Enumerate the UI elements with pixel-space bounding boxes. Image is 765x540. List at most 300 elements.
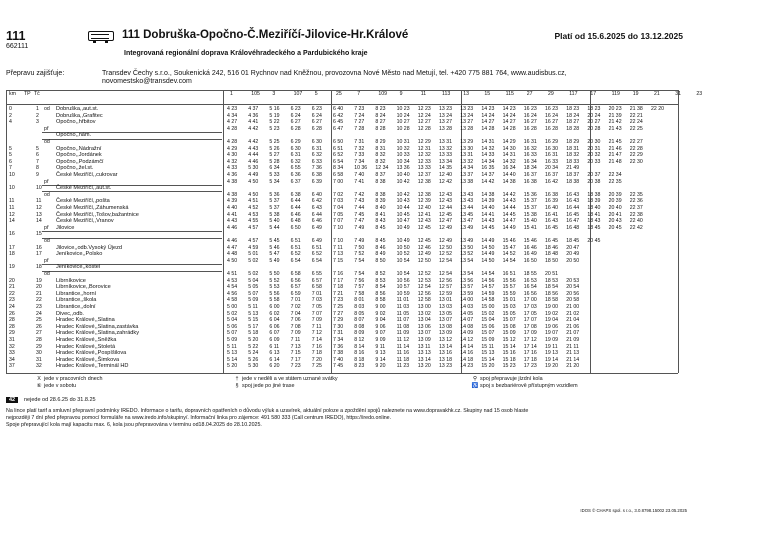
departure-time: 7 07: [311, 310, 322, 317]
departure-time: 7 56: [354, 277, 365, 284]
departure-time: 4 36: [248, 112, 259, 119]
departure-time: 13 32: [439, 145, 452, 152]
departure-time: 12 39: [417, 198, 431, 205]
departure-time: 6 24: [290, 112, 301, 119]
departure-time: 4 32: [227, 158, 238, 165]
departure-time: 15 01: [502, 297, 516, 304]
stop-km: 4: [9, 119, 12, 126]
departure-time: 6 11: [269, 343, 280, 350]
departure-time: 14 27: [502, 119, 516, 126]
departure-mark: od: [44, 191, 50, 198]
departure-time: 16 27: [545, 119, 558, 126]
stop-index: 31: [36, 356, 42, 363]
departure-time: 5 04: [248, 277, 259, 284]
departure-time: 9 13: [375, 350, 386, 357]
departure-time: 18 43: [587, 218, 601, 225]
departure-time: 13 18: [439, 356, 452, 363]
departure-time: 12 52: [417, 271, 431, 277]
departure-time: 4 50: [248, 178, 259, 185]
trip-number: 9: [399, 91, 403, 97]
legend-workdays: X jede v pracovních dnech: [34, 376, 102, 382]
departure-time: 12 57: [439, 284, 452, 291]
departure-time: 21 47: [608, 152, 622, 159]
departure-time: 21 07: [566, 330, 580, 337]
departure-time: 8 54: [375, 284, 386, 291]
departure-time: 8 39: [375, 198, 386, 205]
departure-time: 22 29: [629, 152, 643, 159]
bus-icon: [88, 31, 114, 41]
departure-time: 20 23: [608, 106, 622, 112]
departure-time: 6 28: [290, 125, 301, 132]
departure-time: 9 11: [375, 343, 386, 350]
departure-time: 15 37: [523, 205, 537, 211]
departure-time: 12 42: [439, 178, 452, 185]
departure-time: 6 31: [290, 152, 301, 159]
departure-time: 16 41: [545, 211, 558, 218]
departure-time: 17 05: [523, 310, 537, 317]
departure-time: 4 38: [227, 178, 238, 185]
departure-time: 12 27: [417, 119, 431, 126]
departure-time: 8 50: [375, 257, 386, 264]
departure-time: 16 43: [545, 218, 558, 225]
departure-time: 14 34: [481, 158, 495, 165]
stop-name: Librantice,,horní: [56, 290, 97, 297]
arrival-mark: př: [44, 257, 49, 264]
departure-time: 7 12: [311, 330, 322, 337]
stop-index: 2: [36, 112, 39, 119]
departure-time: 13 28: [439, 125, 452, 132]
stop-km: 18: [9, 251, 15, 258]
departure-time: 22 36: [629, 198, 643, 205]
departure-time: 5 53: [269, 284, 280, 291]
departure-time: 14 31: [481, 139, 495, 145]
departure-time: 12 29: [417, 139, 431, 145]
departure-time: 13 24: [460, 112, 474, 119]
departure-time: 14 56: [481, 277, 495, 284]
departure-time: 7 11: [333, 244, 343, 251]
departure-time: 7 42: [354, 191, 365, 198]
departure-time: 5 24: [248, 350, 259, 357]
departure-time: 7 04: [290, 310, 301, 317]
departure-time: 15 47: [502, 244, 516, 251]
departure-time: 7 38: [333, 350, 344, 357]
departure-time: 16 49: [523, 251, 537, 258]
departure-time: 4 43: [227, 218, 238, 225]
departure-time: 6 45: [333, 119, 344, 126]
departure-time: 20 31: [587, 145, 601, 152]
departure-time: 15 18: [502, 356, 516, 363]
departure-time: 6 09: [269, 337, 280, 343]
departure-time: 14 23: [481, 106, 495, 112]
stop-name: Dobruška,,aut.st.: [56, 106, 99, 112]
departure-time: 6 13: [269, 350, 280, 357]
legend-saturday: ⑥ jede v sobotu: [34, 383, 76, 389]
stop-index: 12: [36, 205, 42, 211]
departure-time: 8 23: [375, 106, 386, 112]
departure-time: 18 27: [566, 119, 580, 126]
footer-line1: Na lince platí tarif a smluvní přepravní podmínky IREDO. Informace o tarifu, dopravních opatřeních o důvodu výluk a uzavírek, aktuální poloze a zpoždění spojů naleznete na www.dopravakhk.cz. Skupiny nad 15 osob hlaste: [6, 408, 529, 414]
table-rule: [42, 271, 222, 272]
stop-index: 25: [36, 317, 42, 324]
departure-time: 5 19: [269, 112, 280, 119]
departure-time: 4 58: [227, 297, 238, 304]
departure-time: 18 56: [545, 290, 558, 297]
departure-time: 14 32: [481, 145, 495, 152]
departure-time: 10 49: [396, 238, 410, 244]
departure-time: 12 49: [417, 251, 431, 258]
table-column-rule: [6, 90, 7, 373]
departure-time: 22 20: [651, 106, 664, 112]
stop-index: 1: [36, 106, 39, 112]
stop-name: Librantice,,škola: [56, 297, 97, 304]
departure-time: 16 29: [545, 139, 558, 145]
departure-time: 20 41: [608, 211, 622, 218]
departure-time: 7 45: [354, 211, 365, 218]
departure-time: 18 28: [566, 125, 580, 132]
stop-index: 30: [36, 350, 42, 357]
departure-time: 12 52: [439, 251, 452, 258]
departure-time: 13 14: [417, 356, 431, 363]
departure-time: 13 23: [439, 106, 452, 112]
stop-name: Hradec Králové,,Šimkova: [56, 356, 120, 363]
departure-time: 21 46: [608, 145, 622, 152]
stop-km: 19: [9, 264, 15, 271]
departure-time: 14 40: [481, 205, 495, 211]
stop-index: 7: [36, 158, 39, 165]
departure-time: 16 24: [545, 112, 558, 119]
departure-time: 14 14: [460, 343, 474, 350]
departure-time: 5 02: [248, 257, 259, 264]
departure-time: 14 42: [502, 191, 516, 198]
departure-time: 13 29: [460, 139, 474, 145]
departure-time: 15 56: [502, 277, 516, 284]
departure-time: 4 59: [248, 244, 259, 251]
departure-time: 8 07: [354, 317, 365, 324]
carrier: [6, 70, 567, 77]
stop-name: Opočno,,hřbitov: [56, 119, 96, 126]
departure-time: 13 31: [439, 139, 452, 145]
departure-time: 14 09: [460, 330, 474, 337]
departure-time: 5 58: [269, 297, 280, 304]
departure-time: 12 50: [439, 244, 452, 251]
departure-time: 4 36: [227, 172, 238, 178]
departure-time: 13 52: [460, 251, 474, 258]
departure-time: 14 41: [481, 211, 495, 218]
stop-km: 33: [9, 350, 15, 357]
stop-km: 10: [9, 172, 15, 178]
stop-index: 19: [36, 277, 42, 284]
departure-time: 16 37: [545, 172, 558, 178]
stop-name: Opočno,,Jordánek: [56, 152, 102, 159]
departure-time: 15 13: [481, 350, 495, 357]
stop-name: Librantice,,dolní: [56, 304, 96, 310]
departure-time: 4 48: [227, 251, 238, 258]
departure-time: 6 59: [290, 290, 301, 297]
stop-km: 31: [9, 337, 15, 343]
departure-time: 12 31: [417, 145, 431, 152]
departure-time: 10 43: [396, 198, 410, 205]
departure-time: 6 07: [269, 330, 280, 337]
departure-time: 7 02: [290, 304, 301, 310]
trip-number: 117: [569, 91, 578, 97]
departure-time: 4 52: [248, 205, 259, 211]
departure-time: 13 49: [460, 238, 474, 244]
departure-time: 22 40: [629, 218, 643, 225]
departure-time: 14 31: [502, 152, 516, 159]
departure-time: 5 38: [269, 211, 280, 218]
departure-time: 12 56: [417, 290, 431, 297]
stop-km: 2: [9, 112, 12, 119]
departure-time: 6 52: [333, 152, 344, 159]
departure-time: 7 17: [290, 356, 301, 363]
departure-time: 16 40: [545, 205, 558, 211]
departure-time: 14 49: [481, 238, 495, 244]
departure-time: 8 18: [354, 356, 365, 363]
route-title: 111 Dobruška-Opočno-Č.Meziříčí-Jilovice-Hr.Králové: [122, 29, 409, 41]
departure-time: 13 44: [460, 205, 474, 211]
departure-time: 6 28: [311, 125, 322, 132]
departure-time: 7 08: [290, 323, 301, 330]
departure-time: 17 07: [523, 317, 537, 324]
departure-time: 5 22: [248, 343, 259, 350]
departure-time: 14 32: [502, 158, 516, 165]
departure-time: 6 51: [290, 244, 301, 251]
departure-time: 12 33: [417, 158, 431, 165]
departure-time: 6 34: [269, 165, 280, 172]
wheelchair-icon: ♿: [471, 383, 479, 389]
departure-time: 6 44: [290, 205, 301, 211]
trip-number: 109: [378, 91, 388, 97]
departure-mark: od: [44, 139, 50, 145]
departure-time: 14 49: [502, 224, 516, 231]
departure-time: 12 56: [439, 277, 452, 284]
departure-time: 15 38: [523, 211, 537, 218]
departure-time: 7 04: [333, 205, 344, 211]
departure-time: 21 14: [566, 356, 580, 363]
departure-time: 14 24: [481, 112, 495, 119]
departure-time: 8 05: [354, 310, 365, 317]
column-header: km: [9, 91, 16, 97]
departure-time: 16 38: [523, 178, 537, 185]
departure-time: 13 27: [439, 119, 452, 126]
cross-icon: †: [235, 376, 239, 382]
departure-time: 11 12: [396, 337, 410, 343]
departure-time: 21 06: [566, 323, 580, 330]
departure-time: 19 09: [545, 337, 558, 343]
departure-time: 6 51: [333, 145, 344, 152]
departure-time: 13 14: [439, 343, 452, 350]
departure-time: 13 12: [439, 337, 452, 343]
departure-time: 13 54: [460, 271, 474, 277]
departure-time: 10 44: [396, 205, 410, 211]
departure-time: 16 31: [545, 152, 558, 159]
departure-time: 5 22: [269, 119, 280, 126]
departure-time: 5 02: [227, 310, 238, 317]
stop-km: 17: [9, 244, 15, 251]
departure-time: 12 24: [417, 112, 431, 119]
departure-time: 15 09: [481, 337, 495, 343]
departure-time: 11 08: [396, 323, 410, 330]
trip-number: 17: [590, 91, 597, 97]
departure-time: 21 49: [566, 165, 580, 172]
departure-time: 16 54: [523, 284, 537, 291]
departure-time: 18 23: [566, 106, 580, 112]
stop-index: 26: [36, 323, 42, 330]
departure-time: 18 50: [545, 257, 558, 264]
departure-time: 11 18: [396, 356, 410, 363]
departure-time: 7 15: [333, 257, 344, 264]
departure-time: 17 09: [523, 330, 537, 337]
departure-time: 7 20: [311, 356, 322, 363]
stop-km: 7: [9, 165, 12, 172]
departure-time: 20 45: [608, 224, 622, 231]
departure-time: 21 00: [566, 304, 580, 310]
departure-time: 8 38: [375, 191, 386, 198]
departure-time: 21 48: [608, 158, 622, 165]
stop-name: Jeníkovice,,kostel: [56, 264, 101, 271]
departure-time: 14 38: [481, 191, 495, 198]
departure-time: 5 15: [248, 317, 259, 324]
stop-name: Jilovice: [56, 224, 75, 231]
departure-time: 16 48: [566, 224, 580, 231]
departure-time: 6 50: [290, 224, 301, 231]
column-header: TP: [24, 91, 31, 97]
trip-number: 3: [272, 91, 276, 97]
departure-time: 6 36: [290, 172, 301, 178]
departure-time: 5 20: [227, 363, 238, 370]
departure-time: 6 20: [269, 363, 280, 370]
trip-number: 13: [463, 91, 469, 97]
departure-time: 8 46: [375, 244, 386, 251]
departure-time: 16 45: [566, 211, 580, 218]
departure-time: 5 09: [227, 337, 238, 343]
departure-time: 20 50: [566, 257, 580, 264]
departure-time: 10 40: [396, 172, 410, 178]
departure-time: 5 18: [248, 330, 259, 337]
departure-time: 7 40: [354, 172, 365, 178]
departure-time: 7 54: [354, 271, 365, 277]
stop-name: Jeníkovice,,Polsko: [56, 251, 103, 258]
departure-time: 8 09: [354, 330, 365, 337]
departure-time: 8 31: [375, 145, 386, 152]
departure-time: 9 00: [375, 304, 386, 310]
departure-time: 16 35: [481, 165, 495, 172]
trip-number: 107: [293, 91, 303, 97]
departure-time: 6 40: [311, 191, 322, 198]
departure-time: 5 46: [269, 244, 280, 251]
departure-time: 20 32: [587, 152, 601, 159]
bike-icon: ⚲: [473, 376, 477, 382]
departure-time: 17 03: [523, 304, 537, 310]
departure-time: 7 13: [290, 343, 301, 350]
departure-time: 4 57: [248, 238, 259, 244]
departure-time: 14 03: [460, 304, 474, 310]
line-number: 111: [6, 29, 26, 43]
departure-time: 20 49: [566, 251, 580, 258]
table-column-rule: [678, 90, 679, 373]
departure-time: 8 16: [354, 350, 365, 357]
departure-time: 13 59: [460, 290, 474, 297]
departure-time: 6 48: [290, 218, 301, 225]
departure-time: 18 32: [566, 152, 580, 159]
departure-time: 4 40: [227, 205, 238, 211]
departure-time: 7 18: [333, 284, 344, 291]
departure-time: 12 40: [439, 172, 452, 178]
stop-index: 20: [36, 284, 42, 291]
departure-time: 6 49: [311, 238, 322, 244]
trip-number: 19: [632, 91, 639, 97]
departure-time: 13 32: [460, 158, 474, 165]
departure-time: 13 56: [460, 277, 474, 284]
departure-time: 5 37: [269, 198, 280, 205]
table-rule: [42, 191, 222, 192]
departure-time: 20 54: [566, 284, 580, 291]
stop-km: 5: [9, 152, 12, 159]
departure-time: 6 04: [269, 317, 280, 324]
departure-time: 19 07: [545, 330, 558, 337]
departure-time: 12 44: [439, 205, 452, 211]
departure-time: 6 38: [290, 191, 301, 198]
stop-name: Hradec Králové,,Slatina,zastávka: [56, 323, 139, 330]
departure-time: 7 16: [333, 271, 344, 277]
departure-time: 13 33: [439, 152, 452, 159]
departure-time: 17 14: [523, 343, 537, 350]
departure-time: 9 20: [375, 363, 386, 370]
stop-name: Hradec Králové,,Terminál HD: [56, 363, 129, 370]
departure-time: 6 00: [269, 304, 280, 310]
departure-time: 15 40: [523, 218, 537, 225]
departure-time: 8 32: [375, 158, 386, 165]
departure-time: 10 27: [396, 119, 410, 126]
departure-time: 7 23: [333, 297, 344, 304]
departure-time: 13 47: [460, 218, 474, 225]
stop-index: 32: [36, 363, 42, 370]
departure-time: 15 36: [523, 191, 537, 198]
departure-time: 13 28: [460, 125, 474, 132]
stop-km: 16: [9, 231, 15, 238]
stop-index: 17: [36, 251, 42, 258]
departure-time: 14 16: [460, 350, 474, 357]
departure-time: 4 53: [248, 211, 259, 218]
departure-time: 11 09: [396, 330, 410, 337]
departure-time: 4 28: [227, 139, 238, 145]
departure-time: 18 55: [523, 271, 537, 277]
departure-time: 17 18: [523, 356, 537, 363]
departure-time: 16 23: [523, 106, 537, 112]
departure-time: 22 24: [629, 119, 643, 126]
departure-time: 16 33: [545, 158, 558, 165]
legend-bike: ⚲ spoj přepravuje jízdní kola: [470, 376, 543, 382]
departure-time: 5 01: [248, 251, 259, 258]
departure-time: 7 58: [354, 290, 365, 297]
table-rule: [6, 104, 678, 105]
departure-time: 6 51: [311, 244, 322, 251]
departure-time: 12 41: [417, 211, 431, 218]
departure-time: 16 30: [545, 145, 558, 152]
departure-time: 13 08: [439, 323, 452, 330]
departure-time: 5 13: [248, 310, 259, 317]
departure-time: 13 04: [417, 317, 431, 324]
departure-time: 13 54: [460, 257, 474, 264]
departure-time: 8 08: [354, 323, 365, 330]
departure-time: 10 23: [396, 106, 410, 112]
departure-time: 16 38: [545, 191, 558, 198]
departure-mark: od: [44, 271, 50, 277]
departure-time: 7 45: [333, 363, 344, 370]
departure-time: 15 02: [481, 310, 495, 317]
departure-time: 18 45: [587, 224, 601, 231]
departure-time: 14 42: [481, 178, 495, 185]
